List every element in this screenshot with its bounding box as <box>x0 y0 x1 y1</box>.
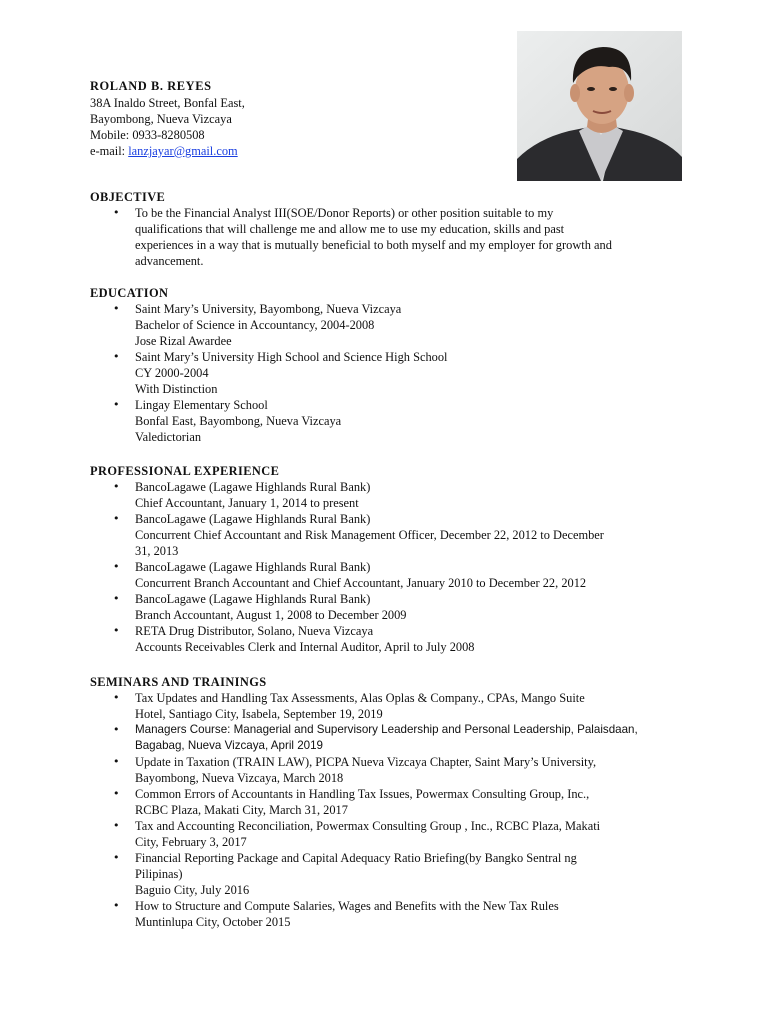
experience-item-line: Chief Accountant, January 1, 2014 to present <box>135 496 359 510</box>
experience-item-line: • BancoLagawe (Lagawe Highlands Rural Bank) <box>135 480 371 494</box>
experience-section <box>90 463 680 655</box>
education-item <box>90 349 680 397</box>
seminars-item <box>90 850 680 898</box>
experience-item <box>90 479 680 511</box>
objective-list <box>90 205 680 269</box>
seminars-item-line: Baguio City, July 2016 <box>135 883 250 897</box>
seminars-item-line: • Update in Taxation (TRAIN LAW), PICPA Nueva Vizcaya Chapter, Saint Mary’s University, <box>135 755 597 769</box>
email-line <box>90 143 245 159</box>
experience-item-line: Concurrent Branch Accountant and Chief Accountant, January 2010 to December 22, 2012 <box>135 576 587 590</box>
seminars-item <box>90 818 680 850</box>
education-item-line: CY 2000-2004 <box>135 366 209 380</box>
seminars-item <box>90 786 680 818</box>
seminars-item-line: Pilipinas) <box>135 867 183 881</box>
seminars-item-line: Bagabag, Nueva Vizcaya, April 2019 <box>135 739 323 752</box>
seminars-item-line: Bayombong, Nueva Vizcaya, March 2018 <box>135 771 344 785</box>
seminars-item <box>90 898 680 930</box>
objective-item <box>90 205 680 269</box>
experience-list <box>90 479 680 655</box>
applicant-photo <box>517 31 682 181</box>
experience-item <box>90 623 680 655</box>
education-item-line: • Saint Mary’s University High School and Science High School <box>135 350 448 364</box>
experience-item-line: Accounts Receivables Clerk and Internal Auditor, April to July 2008 <box>135 640 475 654</box>
education-item-line: Valedictorian <box>135 430 202 444</box>
experience-item-line: Concurrent Chief Accountant and Risk Management Officer, December 22, 2012 to December <box>135 528 604 542</box>
seminars-item-line: • Tax and Accounting Reconciliation, Powermax Consulting Group , Inc., RCBC Plaza, Makati <box>135 819 601 833</box>
address-line-2: Bayombong, Nueva Vizcaya <box>90 112 232 126</box>
email-label: e-mail: <box>90 144 129 158</box>
objective-heading: OBJECTIVE <box>90 190 166 204</box>
seminars-item <box>90 722 680 754</box>
seminars-item-line: • Financial Reporting Package and Capital Adequacy Ratio Briefing(by Bangko Sentral ng <box>135 851 577 865</box>
address-line-1: 38A Inaldo Street, Bonfal East, <box>90 96 245 110</box>
experience-item <box>90 511 680 559</box>
experience-heading: PROFESSIONAL EXPERIENCE <box>90 464 280 478</box>
objective-section <box>90 189 680 269</box>
education-item-line: With Distinction <box>135 382 218 396</box>
education-item <box>90 397 680 445</box>
objective-item-line: qualifications that will challenge me and allow me to use my education, skills and past <box>135 222 565 236</box>
objective-item-line: experiences in a way that is mutually beneficial to both myself and my employer for growth and <box>135 238 612 252</box>
experience-item <box>90 591 680 623</box>
experience-item-line: Branch Accountant, August 1, 2008 to December 2009 <box>135 608 407 622</box>
seminars-heading: SEMINARS AND TRAININGS <box>90 675 267 689</box>
mobile-number: Mobile: 0933-8280508 <box>90 128 205 142</box>
education-item-line: Bachelor of Science in Accountancy, 2004-2008 <box>135 318 375 332</box>
seminars-item-line: • Common Errors of Accountants in Handling Tax Issues, Powermax Consulting Group, Inc., <box>135 787 590 801</box>
seminars-item-line: City, February 3, 2017 <box>135 835 247 849</box>
seminars-item-line: • How to Structure and Compute Salaries, Wages and Benefits with the New Tax Rules <box>135 899 559 913</box>
seminars-list <box>90 690 680 930</box>
education-section <box>90 285 680 445</box>
seminars-item-line: Muntinlupa City, October 2015 <box>135 915 291 929</box>
education-heading: EDUCATION <box>90 286 169 300</box>
seminars-item-line: • Managers Course: Managerial and Supervisory Leadership and Personal Leadership, Palaisdaan, <box>135 723 638 736</box>
seminars-item-line: RCBC Plaza, Makati City, March 31, 2017 <box>135 803 348 817</box>
education-item <box>90 301 680 349</box>
seminars-item-line: Hotel, Santiago City, Isabela, September 19, 2019 <box>135 707 383 721</box>
experience-item-line: • BancoLagawe (Lagawe Highlands Rural Bank) <box>135 592 371 606</box>
seminars-section <box>90 674 680 930</box>
objective-item-line: • To be the Financial Analyst III(SOE/Donor Reports) or other position suitable to my <box>135 206 554 220</box>
seminars-item <box>90 754 680 786</box>
experience-item-line: • BancoLagawe (Lagawe Highlands Rural Bank) <box>135 512 371 526</box>
contact-header <box>90 78 245 159</box>
email-link[interactable]: lanzjayar@gmail.com <box>128 144 238 158</box>
education-item-line: Jose Rizal Awardee <box>135 334 232 348</box>
seminars-item <box>90 690 680 722</box>
education-item-line: • Lingay Elementary School <box>135 398 268 412</box>
objective-item-line: advancement. <box>135 254 204 268</box>
seminars-item-line: • Tax Updates and Handling Tax Assessments, Alas Oplas & Company., CPAs, Mango Suite <box>135 691 585 705</box>
experience-item-line: 31, 2013 <box>135 544 179 558</box>
experience-item <box>90 559 680 591</box>
education-item-line: Bonfal East, Bayombong, Nueva Vizcaya <box>135 414 342 428</box>
experience-item-line: • BancoLagawe (Lagawe Highlands Rural Bank) <box>135 560 371 574</box>
experience-item-line: • RETA Drug Distributor, Solano, Nueva Vizcaya <box>135 624 374 638</box>
education-item-line: • Saint Mary’s University, Bayombong, Nueva Vizcaya <box>135 302 402 316</box>
applicant-name: ROLAND B. REYES <box>90 79 212 93</box>
education-list <box>90 301 680 445</box>
